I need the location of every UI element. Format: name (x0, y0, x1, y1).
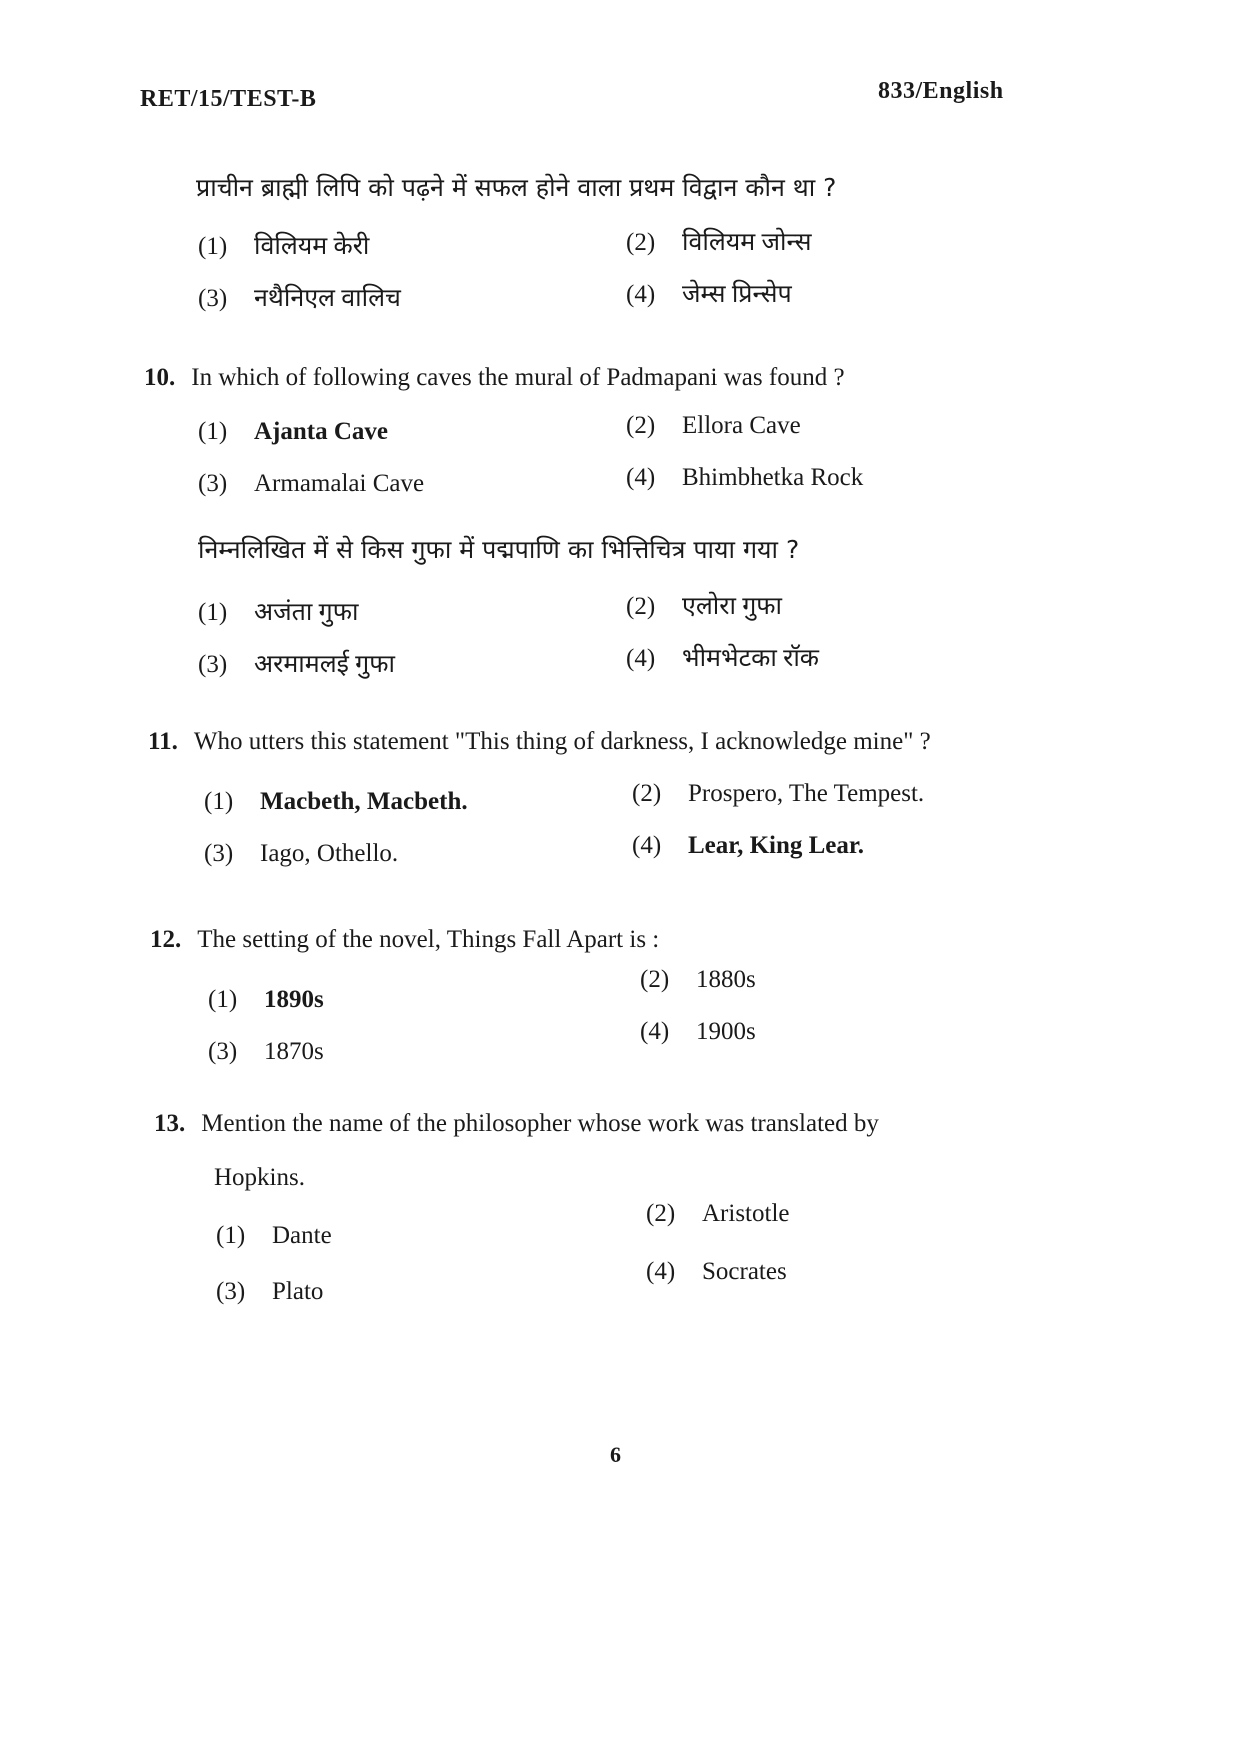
paper-code: RET/15/TEST-B (140, 86, 317, 112)
q9-option-3 (198, 280, 401, 314)
q13-option-2 (646, 1200, 790, 1228)
question-number: 13. (154, 1110, 186, 1137)
question-number: 11. (148, 728, 178, 755)
option-text: Ajanta Cave (254, 418, 389, 445)
q11-option-4 (632, 832, 864, 860)
q10-hindi-option-2 (626, 588, 782, 622)
option-number: (3) (198, 651, 228, 678)
option-text: 1870s (264, 1038, 324, 1065)
q9-option-2 (626, 224, 811, 258)
question-text: Who utters this statement "This thing of darkness, I acknowledge mine" ? (193, 728, 931, 755)
option-text: 1890s (264, 986, 324, 1013)
option-number: (4) (626, 464, 656, 491)
option-text: Plato (272, 1278, 324, 1305)
question-text: In which of following caves the mural of Padmapani was found ? (191, 364, 845, 391)
q10-option-4 (626, 464, 863, 492)
option-number: (3) (208, 1038, 238, 1065)
option-text: Lear, King Lear. (688, 832, 864, 859)
option-number: (1) (198, 233, 228, 260)
option-text: अजंता गुफा (254, 599, 359, 626)
q13-option-4 (646, 1258, 787, 1286)
q13-question-line-2: Hopkins. (214, 1164, 305, 1191)
q9-hindi-question: प्राचीन ब्राह्मी लिपि को पढ़ने में सफल होने वाला प्रथम विद्वान कौन था ? (196, 173, 837, 202)
q12-option-3 (208, 1038, 324, 1066)
option-number: (1) (216, 1222, 246, 1249)
option-text: अरमामलई गुफा (254, 651, 396, 678)
q13-option-1 (216, 1222, 332, 1250)
option-text: जेम्स प्रिन्सेप (682, 281, 792, 308)
page-number: 6 (610, 1442, 621, 1467)
option-number: (4) (626, 645, 656, 672)
option-number: (3) (198, 285, 228, 312)
option-number: (3) (204, 840, 234, 867)
option-number: (1) (204, 788, 234, 815)
q11-question (148, 728, 931, 756)
question-text: The setting of the novel, Things Fall Apart is : (197, 926, 660, 953)
q12-option-2 (640, 966, 756, 994)
option-text: Dante (272, 1222, 332, 1249)
q10-option-2 (626, 412, 801, 440)
question-number: 12. (150, 926, 182, 953)
option-text: Ellora Cave (682, 412, 801, 439)
question-text: Mention the name of the philosopher whose work was translated by (201, 1110, 879, 1137)
q10-option-1 (198, 418, 388, 446)
q11-option-1 (204, 788, 468, 816)
q10-option-3 (198, 470, 424, 498)
option-text: Socrates (702, 1258, 787, 1285)
q11-option-2 (632, 780, 924, 808)
option-text: नथैनिएल वालिच (254, 285, 401, 312)
option-number: (2) (632, 780, 662, 807)
option-text: भीमभेटका रॉक (682, 645, 820, 672)
q12-option-4 (640, 1018, 756, 1046)
option-number: (2) (646, 1200, 676, 1227)
option-text: Macbeth, Macbeth. (260, 788, 468, 815)
option-text: 1900s (696, 1018, 756, 1045)
option-text: Prospero, The Tempest. (688, 780, 925, 807)
option-number: (3) (216, 1278, 246, 1305)
question-number: 10. (144, 364, 176, 391)
q13-option-3 (216, 1278, 323, 1306)
option-number: (1) (198, 599, 228, 626)
subject-code: 833/English (878, 78, 1004, 104)
q9-option-1 (198, 228, 369, 262)
option-number: (2) (640, 966, 670, 993)
option-text: 1880s (696, 966, 756, 993)
option-number: (2) (626, 229, 656, 256)
option-number: (4) (640, 1018, 670, 1045)
option-number: (4) (646, 1258, 676, 1285)
option-text: Iago, Othello. (260, 840, 399, 867)
option-number: (1) (198, 418, 228, 445)
q12-question (150, 926, 659, 954)
option-text: विलियम केरी (254, 233, 370, 260)
option-text: Bhimbhetka Rock (682, 464, 864, 491)
q10-hindi-option-3 (198, 646, 395, 680)
q13-question-line-1 (154, 1110, 879, 1138)
option-text: विलियम जोन्स (682, 229, 812, 256)
q10-hindi-question: निम्नलिखित में से किस गुफा में पद्मपाणि का भित्तिचित्र पाया गया ? (198, 535, 800, 564)
q9-option-4 (626, 276, 792, 310)
option-number: (4) (632, 832, 662, 859)
option-text: एलोरा गुफा (682, 593, 783, 620)
option-number: (2) (626, 412, 656, 439)
option-number: (2) (626, 593, 656, 620)
q10-question (144, 364, 845, 392)
option-text: Aristotle (702, 1200, 790, 1227)
option-text: Armamalai Cave (254, 470, 425, 497)
option-number: (1) (208, 986, 238, 1013)
option-number: (4) (626, 281, 656, 308)
q11-option-3 (204, 840, 398, 868)
q12-option-1 (208, 986, 324, 1014)
q10-hindi-option-1 (198, 594, 358, 628)
option-number: (3) (198, 470, 228, 497)
q10-hindi-option-4 (626, 640, 819, 674)
